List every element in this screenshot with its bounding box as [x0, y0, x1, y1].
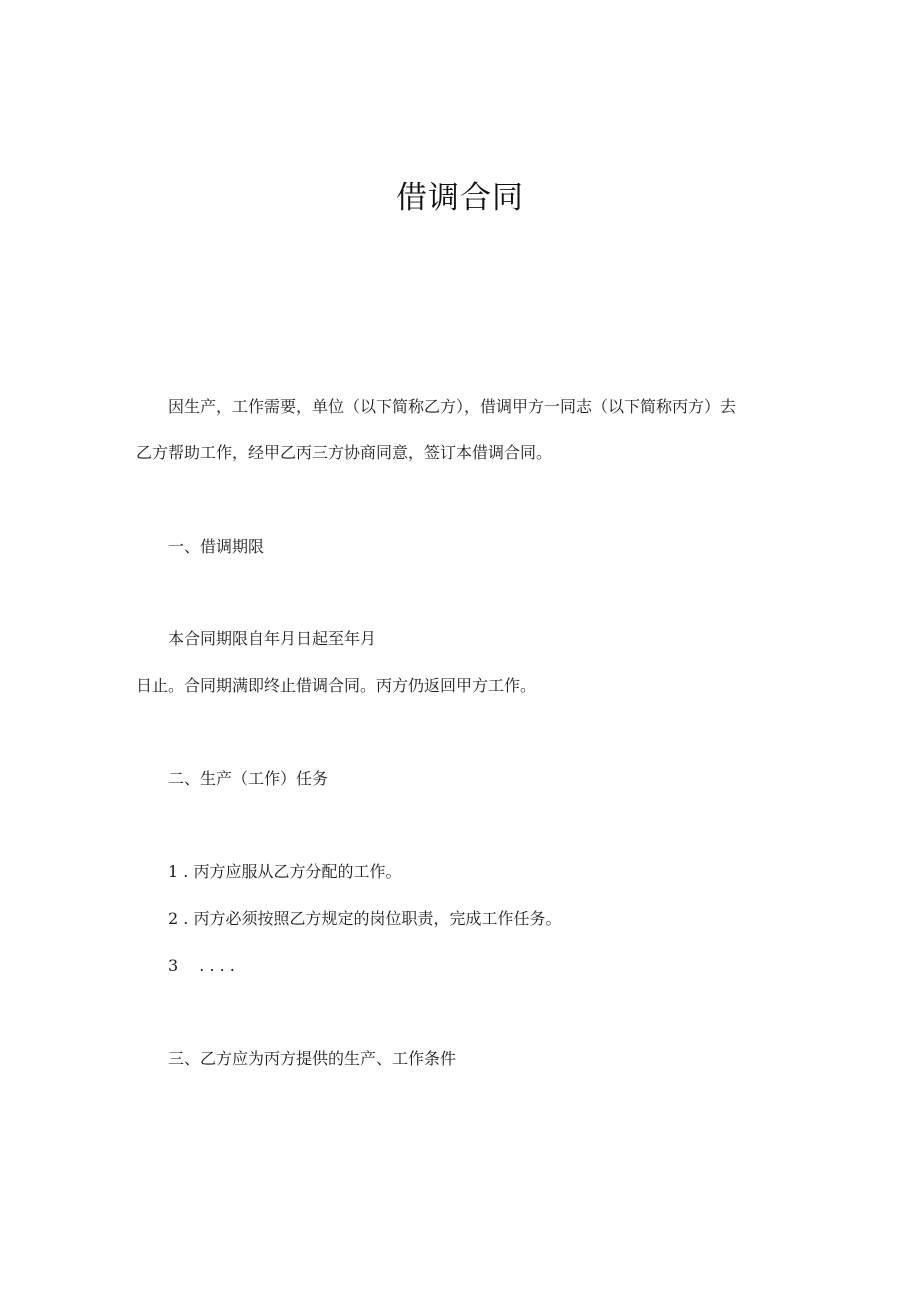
intro-line-1: 因生产，工作需要，单位（以下简称乙方），借调甲方一同志（以下简称丙方）去: [168, 397, 737, 416]
section-1-line-2: 日止。合同期满即终止借调合同。丙方仍返回甲方工作。: [136, 676, 537, 695]
list-item: 2 . 丙方必须按照乙方规定的岗位职责，完成工作任务。: [168, 909, 562, 928]
list-item: 1 . 丙方应服从乙方分配的工作。: [168, 862, 402, 881]
intro-line-2: 乙方帮助工作，经甲乙丙三方协商同意，签订本借调合同。: [136, 443, 553, 462]
list-item: 3 . . . .: [168, 956, 235, 975]
section-3-heading: 三、乙方应为丙方提供的生产、工作条件: [168, 1049, 457, 1068]
section-1-line-1: 本合同期限自年月日起至年月: [168, 629, 377, 648]
document-title: 借调合同: [396, 180, 524, 216]
section-1-heading: 一、借调期限: [168, 537, 265, 556]
section-2-heading: 二、生产（工作）任务: [168, 769, 329, 788]
